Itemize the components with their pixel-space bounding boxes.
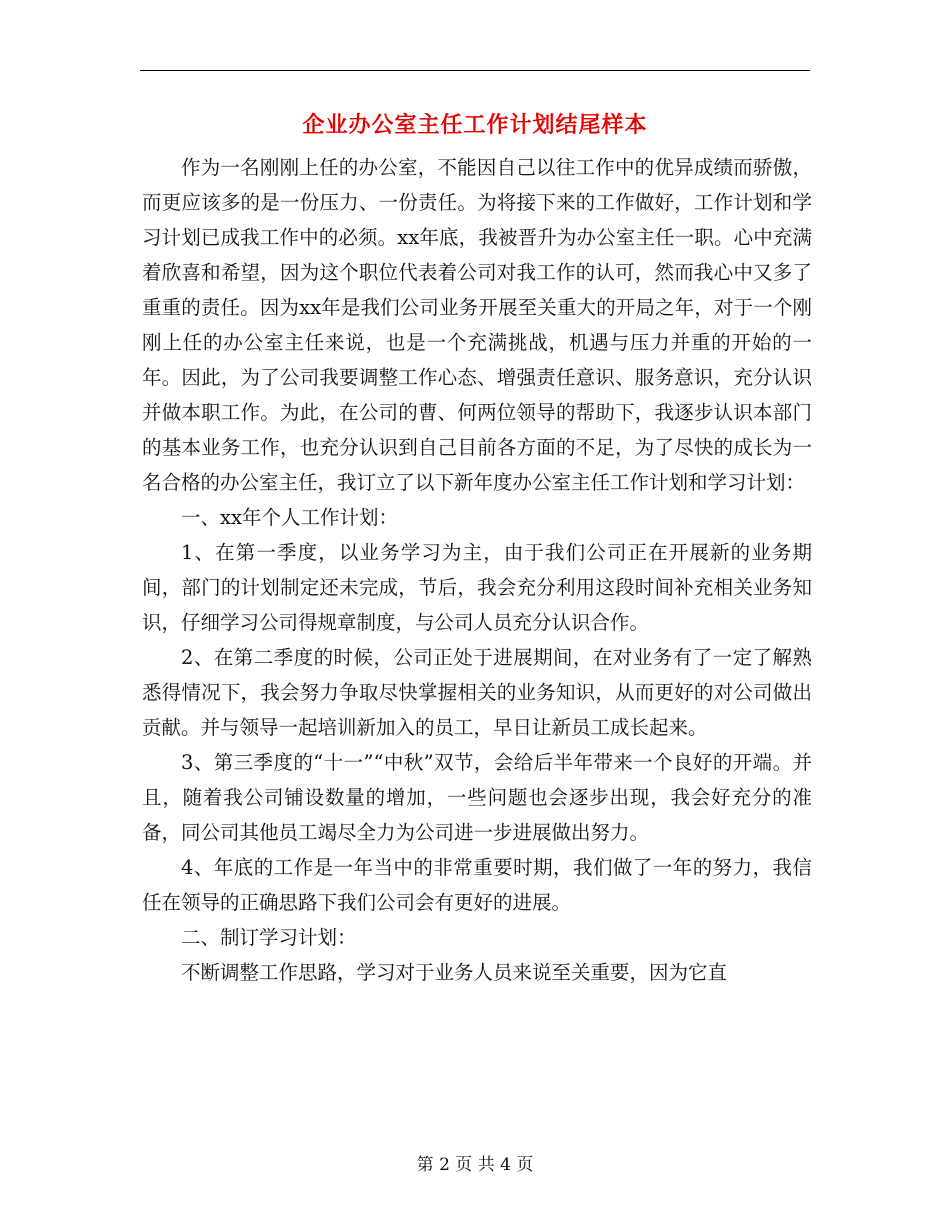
- paragraph-q1: 1、在第一季度，以业务学习为主，由于我们公司正在开展新的业务期间，部门的计划制定还未完成，节后，我会充分利用这段时间补充相关业务知识，仔细学习公司得规章制度，与公司人员充分认识合作。: [142, 541, 812, 634]
- paragraph-q2: 2、在第二季度的时候，公司正处于进展期间，在对业务有了一定了解熟悉得情况下，我会努力争取尽快掌握相关的业务知识，从而更好的对公司做出贡献。并与领导一起培训新加入的员工，早日让新员工成长起来。: [142, 646, 812, 739]
- section-heading-study-plan: 二、制订学习计划：: [181, 926, 357, 949]
- document-title: 企业办公室主任工作计划结尾样本: [302, 112, 648, 138]
- paragraph-intro: 作为一名刚刚上任的办公室，不能因自己以往工作中的优异成绩而骄傲，而更应该多的是一份压力、一份责任。为将接下来的工作做好，工作计划和学习计划已成我工作中的必须。xx年底，我被晋升为办公室主任一职。心中充满着欣喜和希望，因为这个职位代表着公司对我工作的认可，然而我心中又多了重重的责任。因为xx年是我们公司业务开展至关重大的开局之年，对于一个刚刚上任的办公室主任来说，也是一个充满挑战，机遇与压力并重的开始的一年。因此，为了公司我要调整工作心态、增强责任意识、服务意识，充分认识并做本职工作。为此，在公司的曹、何两位领导的帮助下，我逐步认识本部门的基本业务工作，也充分认识到自己目前各方面的不足，为了尽快的成长为一名合格的办公室主任，我订立了以下新年度办公室主任工作计划和学习计划：: [142, 156, 812, 494]
- document-body: [142, 150, 812, 990]
- paragraph-q3: 3、第三季度的“十一”“中秋”双节，会给后半年带来一个良好的开端。并且，随着我公司铺设数量的增加，一些问题也会逐步出现，我会好充分的准备，同公司其他员工竭尽全力为公司进一步进展做出努力。: [142, 751, 812, 844]
- page-footer: 第 2 页 共 4 页: [416, 1155, 534, 1175]
- paragraph-q4: 4、年底的工作是一年当中的非常重要时期，我们做了一年的努力，我信任在领导的正确思路下我们公司会有更好的进展。: [142, 856, 812, 914]
- section-heading-work-plan: 一、xx年个人工作计划：: [181, 506, 398, 529]
- header-rule: [140, 70, 810, 71]
- paragraph-study: 不断调整工作思路，学习对于业务人员来说至关重要，因为它直: [181, 961, 728, 984]
